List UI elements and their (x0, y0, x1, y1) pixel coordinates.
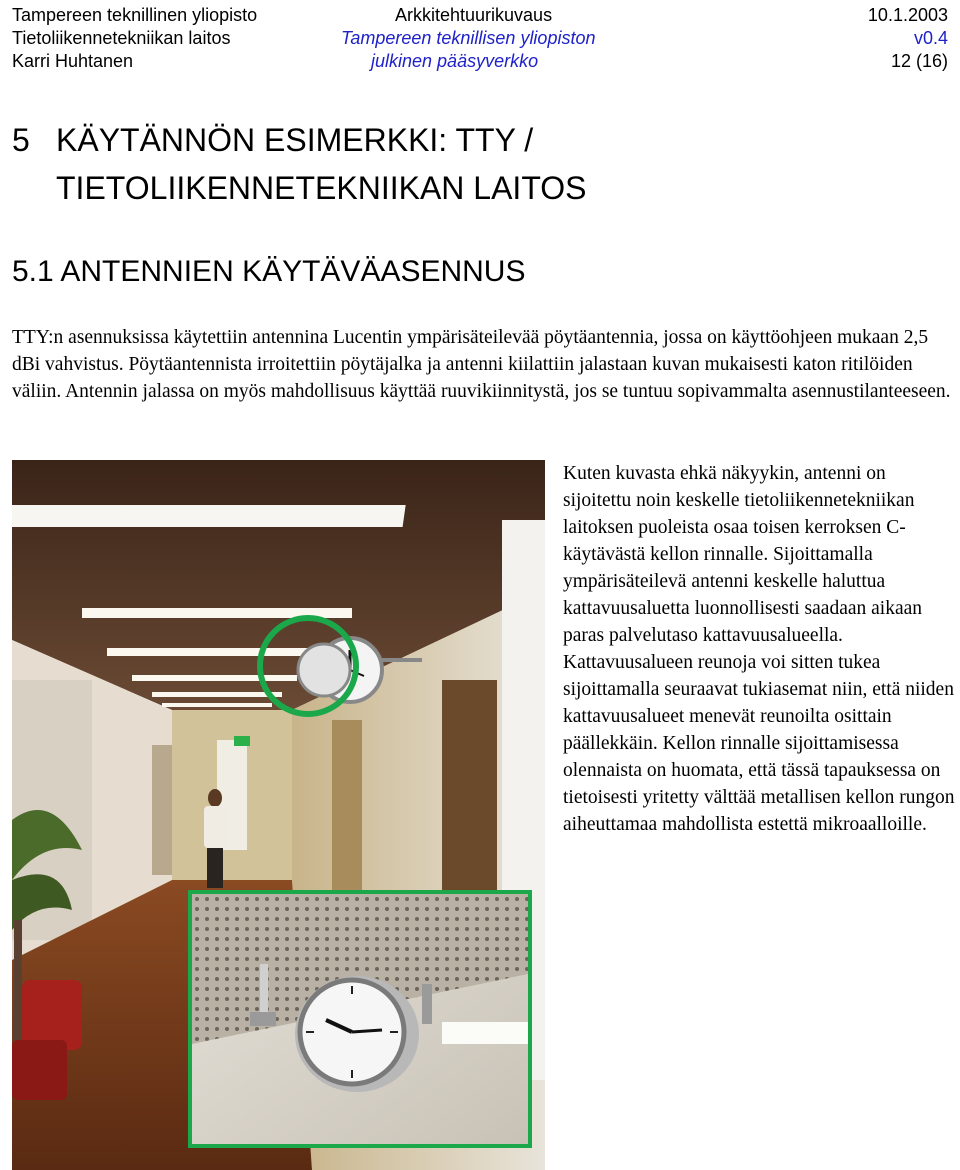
header-document-type: Arkkitehtuurikuvaus (395, 5, 553, 25)
header-version: v0.4 (913, 28, 948, 48)
section-title-line1: KÄYTÄNNÖN ESIMERKKI: TTY / (56, 122, 534, 158)
header-department: Tietoliikennetekniikan laitos (12, 28, 231, 48)
section-number: 5 (12, 122, 30, 158)
header-document-title-line1: Tampereen teknillisen yliopiston (341, 28, 596, 48)
subsection-heading: 5.1 ANTENNIEN KÄYTÄVÄASENNUS (12, 255, 526, 288)
header-institution: Tampereen teknillinen yliopisto (12, 5, 258, 25)
section-heading (12, 116, 587, 212)
header-document-title-line2: julkinen pääsyverkko (371, 51, 539, 71)
body-paragraph: TTY:n asennuksissa käytettiin antennina Lucentin ympärisäteilevää pöytäantennia, jossa on käyttöohjeen mukaan 2,5 dBi vahvistus. Pöytäantennista irroitettiin pöytäjalka ja antenni kiilattiin jalastaan kuvan mukaisesti katon ritilöiden väliin. Antennin jalassa on myös mahdollisuus käyttää ruuvikiinnitystä, jos se tuntuu sopivammalta asennustilanteeseen. (12, 327, 951, 402)
side-description: Kuten kuvasta ehkä näkyykin, antenni on sijoitettu noin keskelle tietoliikennetekniikan laitoksen puoleista osaa toisen kerroksen C-käytävästä kellon rinnalle. Sijoittamalla ympärisäteilevä antenni keskelle haluttua kattavuusaluetta luonnollisesti saadaan aikaan paras palvelutaso kattavuusalueella. Kattavuusalueen reunoja voi sitten tukea sijoittamalla seuraavat tukiasemat niin, että niiden kattavuusalueet menevät reunoilta osittain päällekkäin. Kellon rinnalle sijoittamisessa olennaista on huomata, että tässä tapauksessa on tietoisesti yritetty välttää metallisen kellon rungon aiheuttamaa mahdollista estettä mikroaalloille. (563, 463, 955, 835)
section-title-line2: TIETOLIIKENNETEKNIIKAN LAITOS (56, 170, 587, 206)
header-date: 10.1.2003 (867, 5, 948, 25)
antenna-closeup-photo (188, 890, 532, 1148)
header-page-number: 12 (16) (890, 51, 948, 71)
header-author: Karri Huhtanen (12, 51, 134, 71)
